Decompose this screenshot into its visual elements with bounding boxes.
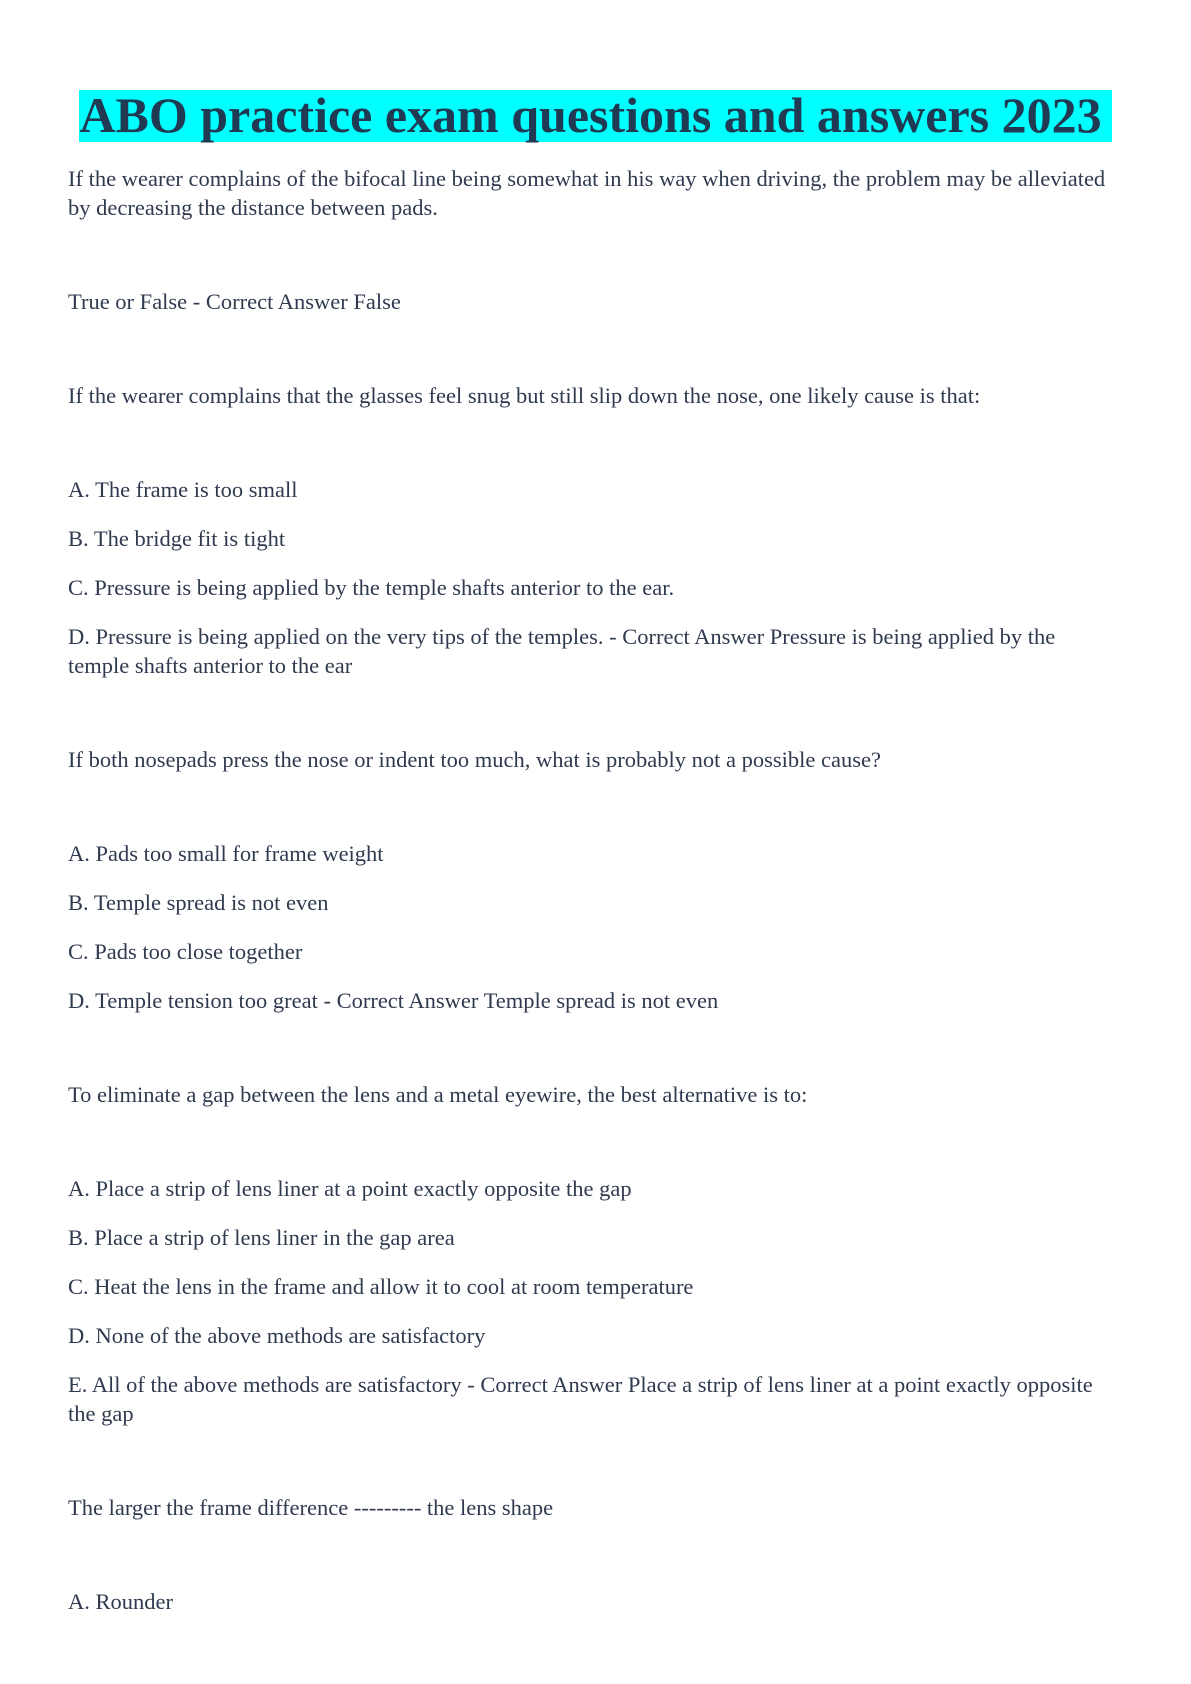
question-4: To eliminate a gap between the lens and a metal eyewire, the best alternative is to: [68,1082,808,1107]
question-4-option-e-answer: E. All of the above methods are satisfactory - Correct Answer Place a strip of lens liner at a point exactly opposite the gap [68,1372,1093,1426]
page-title: ABO practice exam questions and answers 2023 [79,90,1111,142]
question-2-option-c: C. Pressure is being applied by the temple shafts anterior to the ear. [68,575,675,600]
question-5: The larger the frame difference --------- the lens shape [68,1495,554,1520]
question-3-option-a: A. Pads too small for frame weight [68,841,384,866]
question-2-option-a: A. The frame is too small [68,477,298,502]
question-2: If the wearer complains that the glasses feel snug but still slip down the nose, one likely cause is that: [68,383,981,408]
question-1-answer: True or False - Correct Answer False [68,289,401,314]
question-3: If both nosepads press the nose or indent too much, what is probably not a possible cause? [68,747,881,772]
question-4-option-b: B. Place a strip of lens liner in the gap area [68,1225,455,1250]
question-2-option-b: B. The bridge fit is tight [68,526,286,551]
question-1: If the wearer complains of the bifocal line being somewhat in his way when driving, the problem may be alleviated by decreasing the distance between pads. [68,166,1106,220]
question-4-option-d: D. None of the above methods are satisfactory [68,1323,486,1348]
question-4-option-c: C. Heat the lens in the frame and allow it to cool at room temperature [68,1274,694,1299]
title-wrapper [0,87,1191,143]
question-3-option-d-answer: D. Temple tension too great - Correct Answer Temple spread is not even [68,988,719,1013]
question-2-option-d-answer: D. Pressure is being applied on the very tips of the temples. - Correct Answer Pressure is being applied by the temple shafts anterior to the ear [68,624,1056,678]
question-4-option-a: A. Place a strip of lens liner at a point exactly opposite the gap [68,1176,632,1201]
question-3-option-c: C. Pads too close together [68,939,303,964]
question-3-option-b: B. Temple spread is not even [68,890,329,915]
question-5-option-a: A. Rounder [68,1589,173,1614]
document-body [68,164,1113,1616]
